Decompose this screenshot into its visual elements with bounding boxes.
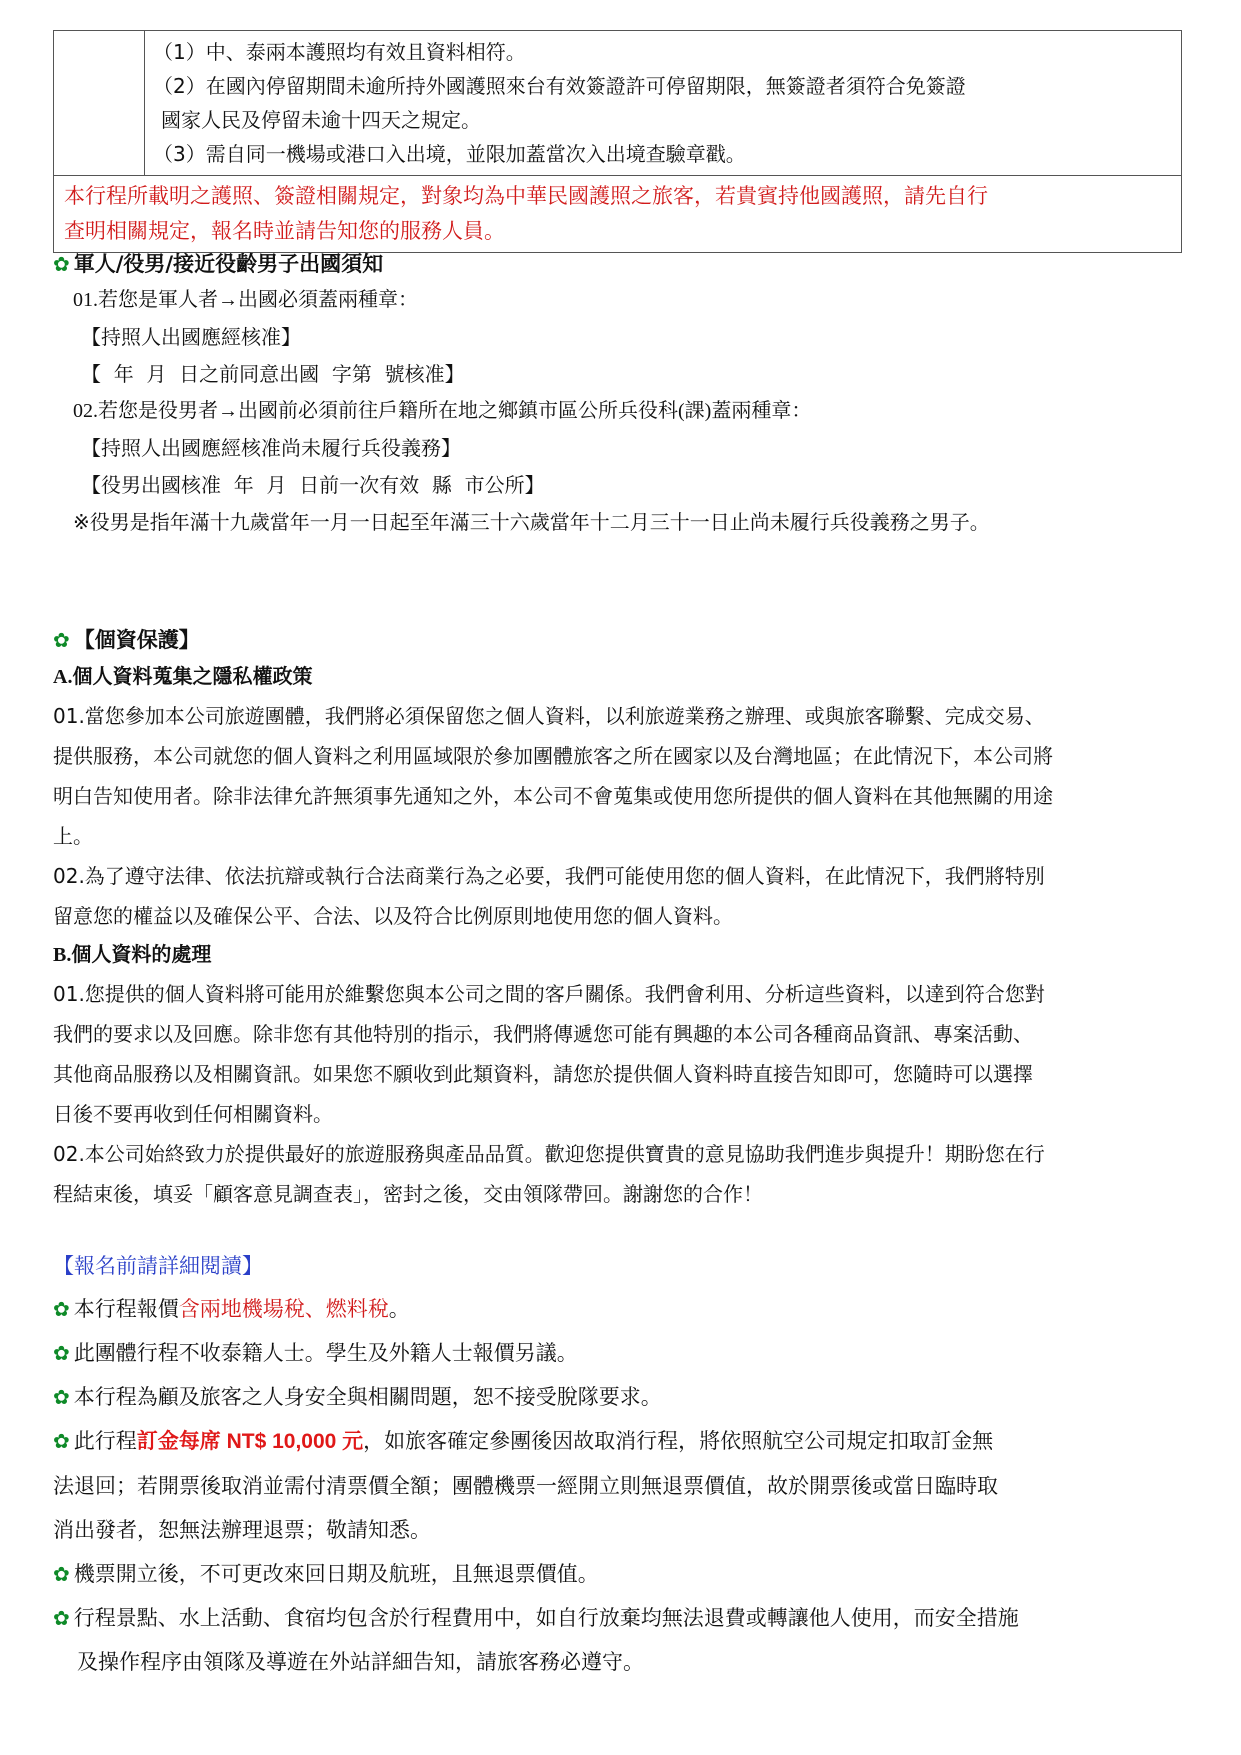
- tax-included-text: 含兩地機場稅、燃料稅: [178, 1297, 389, 1321]
- notice-item-6-line-2: 及操作程序由領隊及導遊在外站詳細告知，請旅客務必遵守。: [77, 1650, 644, 1674]
- flower-icon: ✿: [53, 1297, 70, 1321]
- flower-icon: ✿: [53, 1341, 70, 1365]
- privacy-section-b-title: B.個人資料的處理: [53, 944, 212, 966]
- privacy-b-paragraph-2: [53, 1134, 1183, 1214]
- military-line-3: 【 年 月 日之前同意出國 字第 號核准】: [81, 362, 465, 386]
- notice-item-1: ✿ 本行程報價含兩地機場稅、燃料稅。: [53, 1297, 410, 1321]
- military-line-4: 02.若您是役男者→出國前必須前往戶籍所在地之鄉鎮市區公所兵役科(課)蓋兩種章：: [73, 400, 812, 422]
- privacy-a-p2-line: 留意您的權益以及確保公平、合法、以及符合比例原則地使用您的個人資料。: [53, 904, 733, 928]
- notice-item-4-line-2: 法退回；若開票後取消並需付清票價全額；團體機票一經開立則無退票價值，故於開票後或當日臨時取: [53, 1474, 998, 1498]
- visa-table-conditions-cell: [145, 31, 1181, 175]
- visa-note-line-2: 查明相關規定，報名時並請告知您的服務人員。: [64, 219, 505, 243]
- privacy-heading: ✿ 【個資保護】: [53, 628, 200, 652]
- privacy-b-p1-line: 其他商品服務以及相關資訊。如果您不願收到此類資料，請您於提供個人資料時直接告知即可，您隨時可以選擇: [53, 1062, 1033, 1086]
- military-line-7: ※役男是指年滿十九歲當年一月一日起至年滿三十六歲當年十二月三十一日止尚未履行兵役義務之男子。: [73, 510, 990, 534]
- flower-icon: ✿: [53, 1429, 70, 1453]
- notice-item-4-line-3: 消出發者，恕無法辦理退票；敬請知悉。: [53, 1518, 431, 1542]
- privacy-b-p1-line: 日後不要再收到任何相關資料。: [53, 1102, 333, 1126]
- privacy-b-p2-line: 02.本公司始終致力於提供最好的旅遊服務與產品品質。歡迎您提供寶貴的意見協助我們進步與提升！期盼您在行: [53, 1142, 1045, 1166]
- notice-item-2: ✿ 此團體行程不收泰籍人士。學生及外籍人士報價另議。: [53, 1341, 578, 1365]
- military-heading: ✿ 軍人/役男/接近役齡男子出國須知: [53, 252, 384, 276]
- flower-icon: ✿: [53, 252, 70, 276]
- privacy-section: [53, 622, 1183, 1214]
- visa-condition-2-cont: 國家人民及停留未逾十四天之規定。: [161, 108, 481, 132]
- notice-item-6: ✿ 行程景點、水上活動、食宿均包含於行程費用中，如自行放棄均無法退費或轉讓他人使用，而安全措施 及操作程序由領隊及導遊在外站詳細告知，請旅客務必遵守。: [53, 1596, 1183, 1684]
- privacy-b-paragraph-1: [53, 974, 1183, 1134]
- visa-table-row: [54, 31, 1181, 175]
- privacy-b-p1-line: 我們的要求以及回應。除非您有其他特別的指示，我們將傳遞您可能有興趣的本公司各種商品資訊、專案活動、: [53, 1022, 1033, 1046]
- privacy-a-p1-line: 上。: [53, 824, 93, 848]
- flower-icon: ✿: [53, 628, 70, 652]
- visa-note-line-1: 本行程所載明之護照、簽證相關規定，對象均為中華民國護照之旅客，若貴賓持他國護照，請先自行: [64, 184, 988, 208]
- flower-icon: ✿: [53, 1606, 70, 1630]
- privacy-a-paragraph-1: [53, 696, 1183, 856]
- visa-table: [53, 30, 1182, 253]
- privacy-a-p1-line: 提供服務，本公司就您的個人資料之利用區域限於參加團體旅客之所在國家以及台灣地區；在此情況下，本公司將: [53, 744, 1053, 768]
- privacy-a-p1-line: 01.當您參加本公司旅遊團體，我們將必須保留您之個人資料，以利旅遊業務之辦理、或與旅客聯繫、完成交易、: [53, 704, 1045, 728]
- military-line-1: 01.若您是軍人者→出國必須蓋兩種章：: [73, 289, 418, 311]
- military-line-5: 【持照人出國應經核准尚未履行兵役義務】: [81, 436, 461, 460]
- notice-item-5: ✿ 機票開立後，不可更改來回日期及航班，且無退票價值。: [53, 1562, 599, 1586]
- visa-table-note: [54, 175, 1181, 252]
- military-section: [53, 246, 1183, 541]
- notice-item-4: ✿ 此行程訂金每席 NT$ 10,000 元，如旅客確定參團後因故取消行程，將依照航空公司規定扣取訂金無 法退回；若開票後取消並需付清票價全額；團體機票一經開立則無退票價值，故於開票後或當日臨時取 消出發者，恕無法辦理退票；敬請知悉。: [53, 1419, 1183, 1552]
- visa-condition-3: （3）需自同一機場或港口入出境，並限加蓋當次入出境查驗章戳。: [153, 142, 746, 166]
- privacy-b-p1-line: 01.您提供的個人資料將可能用於維繫您與本公司之間的客戶關係。我們會利用、分析這些資料，以達到符合您對: [53, 982, 1045, 1006]
- privacy-section-a-title: A.個人資料蒐集之隱私權政策: [53, 666, 313, 688]
- visa-table-empty-cell: [54, 31, 145, 175]
- deposit-text: 訂金每席 NT$ 10,000 元: [136, 1430, 364, 1453]
- military-line-6: 【役男出國核准 年 月 日前一次有效 縣 市公所】: [81, 473, 545, 497]
- notice-heading: 【報名前請詳細閱讀】: [53, 1254, 263, 1278]
- privacy-a-p1-line: 明白告知使用者。除非法律允許無須事先通知之外，本公司不會蒐集或使用您所提供的個人資料在其他無關的用途: [53, 784, 1053, 808]
- flower-icon: ✿: [53, 1385, 70, 1409]
- notice-item-3: ✿ 本行程為顧及旅客之人身安全與相關問題，恕不接受脫隊要求。: [53, 1385, 662, 1409]
- flower-icon: ✿: [53, 1562, 70, 1586]
- privacy-a-p2-line: 02.為了遵守法律、依法抗辯或執行合法商業行為之必要，我們可能使用您的個人資料，在此情況下，我們將特別: [53, 864, 1045, 888]
- visa-condition-2: （2）在國內停留期間未逾所持外國護照來台有效簽證許可停留期限，無簽證者須符合免簽證: [153, 74, 966, 98]
- privacy-a-paragraph-2: [53, 856, 1183, 936]
- privacy-b-p2-line: 程結束後，填妥「顧客意見調查表」，密封之後，交由領隊帶回。謝謝您的合作！: [53, 1182, 763, 1206]
- notice-section: [53, 1245, 1183, 1684]
- visa-condition-1: （1）中、泰兩本護照均有效且資料相符。: [153, 40, 526, 64]
- military-line-2: 【持照人出國應經核准】: [81, 325, 301, 349]
